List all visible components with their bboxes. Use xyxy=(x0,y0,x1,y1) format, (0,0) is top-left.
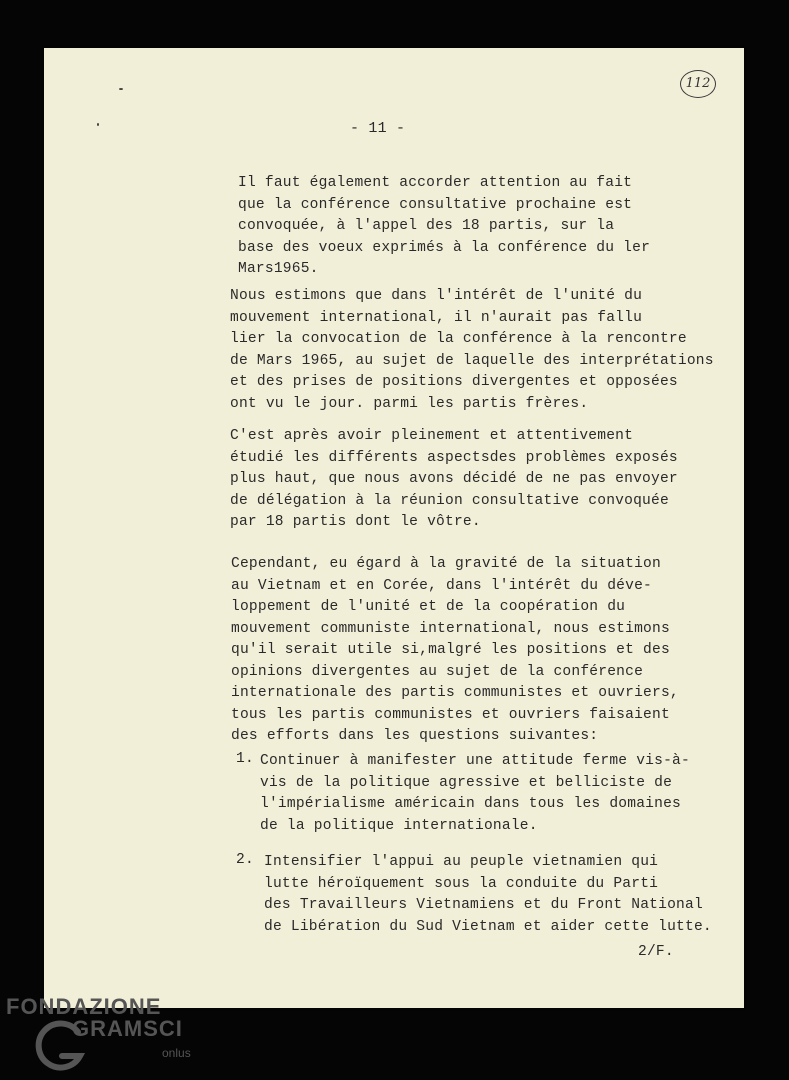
text-line: C'est après avoir pleinement et attentivement xyxy=(230,428,634,444)
paragraph-4 xyxy=(231,554,679,748)
text-line: Continuer à manifester une attitude ferme vis-à- xyxy=(260,753,690,769)
text-line: des Travailleurs Vietnamiens et du Front National xyxy=(264,897,703,913)
watermark-line-2: GRAMSCI xyxy=(72,1016,183,1041)
text-line: et des prises de positions divergentes et opposées xyxy=(230,374,678,390)
text-line: au Vietnam et en Corée, dans l'intérêt du déve- xyxy=(231,577,653,594)
text-line: Cependant, eu égard à la gravité de la situation xyxy=(231,556,661,572)
paragraph-3 xyxy=(230,426,678,534)
text-line: qu'il serait utile si,malgré les positions et des xyxy=(231,642,670,658)
watermark xyxy=(6,994,206,1074)
text-line: ont vu le jour. parmi les partis frères. xyxy=(230,395,589,412)
text-line: internationale des partis communistes et ouvriers, xyxy=(231,685,679,701)
text-line: par 18 partis dont le vôtre. xyxy=(230,514,481,530)
text-line: vis de la politique agressive et belliciste de xyxy=(260,774,673,791)
list-item-number: 1. xyxy=(236,751,254,767)
text-line: Mars1965. xyxy=(238,261,319,277)
text-line: base des voeux exprimés à la conférence du ler xyxy=(238,239,651,256)
text-line: tous les partis communistes et ouvriers faisaient xyxy=(231,706,670,723)
text-line: mouvement international, il n'aurait pas fallu xyxy=(230,309,643,326)
text-line: l'impérialisme américain dans tous les domaines xyxy=(260,796,682,812)
text-line: étudié les différents aspectsdes problèmes exposés xyxy=(230,449,678,466)
text-line: plus haut, que nous avons décidé de ne pas envoyer xyxy=(230,471,678,487)
text-line: lier la convocation de la conférence à la rencontre xyxy=(230,331,687,347)
text-line: de Libération du Sud Vietnam et aider cette lutte. xyxy=(264,918,712,935)
paper-speck xyxy=(119,88,123,90)
list-item-1 xyxy=(260,751,690,837)
paragraph-1 xyxy=(238,173,650,281)
watermark-line-3: onlus xyxy=(162,1046,191,1060)
paragraph-2 xyxy=(230,286,714,415)
text-line: de Mars 1965, au sujet de laquelle des interprétations xyxy=(230,352,714,369)
text-line: lutte héroïquement sous la conduite du Parti xyxy=(264,875,659,892)
paper-speck xyxy=(97,123,99,126)
text-line: de délégation à la réunion consultative convoquée xyxy=(230,492,669,509)
text-line: convoquée, à l'appel des 18 partis, sur la xyxy=(238,218,615,234)
text-line: opinions divergentes au sujet de la conférence xyxy=(231,663,644,680)
archive-page-number: 112 xyxy=(680,70,716,98)
watermark-line-1: FONDAZIONE xyxy=(6,994,162,1019)
text-line: Il faut également accorder attention au fait xyxy=(238,175,633,191)
text-line: des efforts dans les questions suivantes: xyxy=(231,728,599,744)
text-line: Nous estimons que dans l'intérêt de l'unité du xyxy=(230,288,643,304)
list-item-2 xyxy=(264,852,712,938)
text-line: mouvement communiste international, nous estimons xyxy=(231,620,670,637)
list-item-number: 2. xyxy=(236,852,254,868)
text-line: de la politique internationale. xyxy=(260,817,538,834)
footer-reference: 2/F. xyxy=(638,944,674,960)
page-header: - 11 - xyxy=(350,120,406,137)
text-line: loppement de l'unité et de la coopération du xyxy=(231,599,626,615)
text-line: que la conférence consultative prochaine est xyxy=(238,196,633,213)
text-line: Intensifier l'appui au peuple vietnamien qui xyxy=(264,854,659,870)
